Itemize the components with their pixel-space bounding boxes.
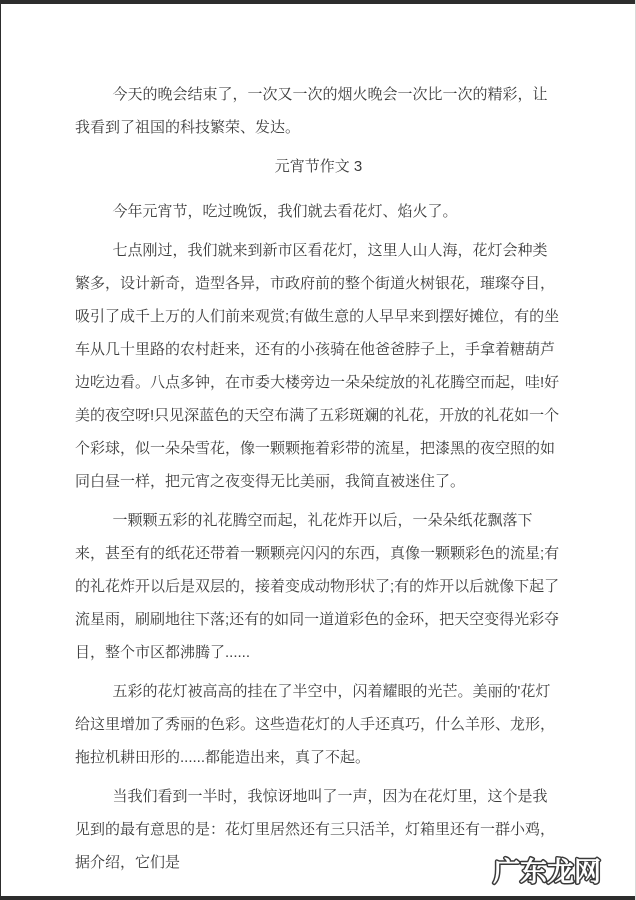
paragraph: 一颗颗五彩的礼花腾空而起，礼花炸开以后，一朵朵纸花飘落下来，甚至有的纸花还带着一颗颗亮闪闪的东西，真像一颗颗彩色的流星;有的礼花炸开以后是双层的，接着变成动物形状了;有的炸开以后就像下起了流星雨，刷刷地往下落;还有的如同一道道彩色的金环，把天空变得光彩夺目，整个市区都沸腾了......: [75, 512, 560, 661]
page-bottom-border: [1, 896, 635, 900]
paragraph: 七点刚过，我们就来到新市区看花灯，这里人山人海，花灯会种类繁多，设计新奇，造型各异，市政府前的整个街道火树银花，璀璨夺目，吸引了成千上万的人们前来观赏;有做生意的人早早来到摆好摊位，有的坐车从几十里路的农村赶来，还有的小孩骑在他爸爸脖子上，手拿着糖葫芦边吃边看。八点多钟，在市委大楼旁边一朵朵绽放的礼花腾空而起，哇!好美的夜空呀!只见深蓝色的天空布满了五彩斑斓的礼花，开放的礼花如一个个彩球，似一朵朵雪花，像一颗颗拖着彩带的流星，把漆黑的夜空照的如同白昼一样，把元宵之夜变得无比美丽，我简直被迷住了。: [75, 242, 560, 490]
essay-section-title: 元宵节作文 3: [274, 158, 363, 175]
essay-content: [75, 4, 562, 885]
site-watermark-text: 广东龙网: [493, 857, 601, 887]
paragraph: 五彩的花灯被高高的挂在了半空中，闪着耀眼的光芒。美丽的'花灯给这里增加了秀丽的色彩。这些造花灯的人手还真巧，什么羊形、龙形，拖拉机耕田形的......都能造出来，真了不起。: [75, 683, 556, 766]
intro-paragraph: 今天的晚会结束了，一次又一次的烟火晚会一次比一次的精彩，让我看到了祖国的科技繁荣、发达。: [75, 86, 548, 136]
paragraph: 当我们看到一半时，我惊讶地叫了一声，因为在花灯里，这个是我见到的最有意思的是：花灯里居然还有三只活羊，灯箱里还有一群小鸡，据介绍，它们是: [75, 788, 556, 871]
site-watermark-logo: [487, 852, 607, 890]
paragraph: 今年元宵节，吃过晚饭，我们就去看花灯、焰火了。: [112, 203, 458, 220]
